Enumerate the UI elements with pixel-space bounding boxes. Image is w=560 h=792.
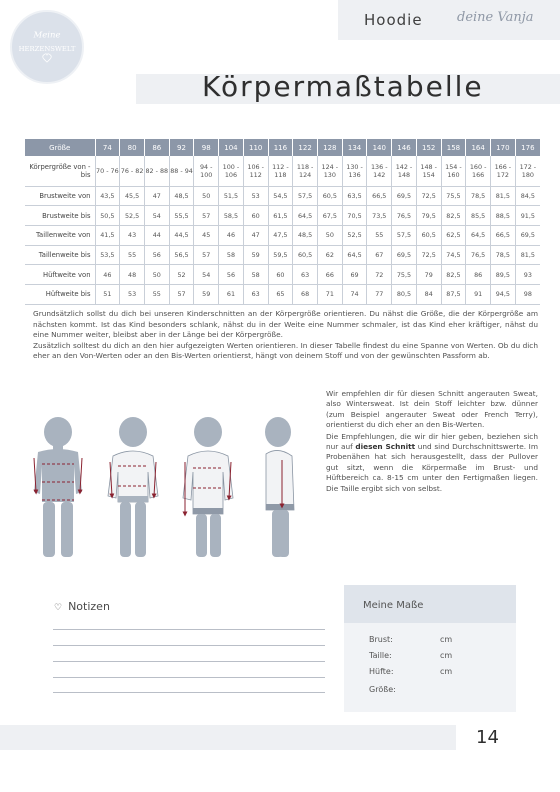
table-cell: 98 bbox=[515, 284, 540, 304]
table-cell: 84,5 bbox=[515, 186, 540, 206]
table-cell: 73,5 bbox=[367, 206, 392, 226]
table-cell: 55 bbox=[120, 245, 145, 265]
table-cell: 45,5 bbox=[120, 186, 145, 206]
row-label: Brustweite bis bbox=[25, 206, 95, 226]
table-cell: 61,5 bbox=[268, 206, 293, 226]
table-cell: 74 bbox=[342, 284, 367, 304]
table-cell: 66 bbox=[317, 265, 342, 285]
figure-front-body bbox=[34, 417, 82, 557]
heart-icon: ♡ bbox=[54, 603, 63, 613]
intro-paragraph-1: Grundsätzlich sollst du dich bei unseren Kinderschnitten an der Körpergröße orientieren. Du nähst die Größe, die der Körpergröße am nächsten kommt. Ist das Kind besonders schlank, nähst du in der Weite eine Nummer schmaler, ist das Kind eher kräftiger, nähst du eine Nummer weiter, bleibst aber in der Länge bei der Körpergröße. bbox=[33, 309, 538, 339]
table-cell: 124 - 130 bbox=[317, 156, 342, 186]
table-cell: 85,5 bbox=[466, 206, 491, 226]
size-column-header: 170 bbox=[491, 139, 516, 156]
table-cell: 56,5 bbox=[169, 245, 194, 265]
table-cell: 82,5 bbox=[441, 206, 466, 226]
side-paragraph-1: Wir empfehlen dir für diesen Schnitt angerauten Sweat, also Wintersweat. Ist dein Stoff leichter bzw. dünner (zum Beispiel angerauter Sweat oder French Terry), orientierst du dich eher an den Bis-Werten. bbox=[326, 389, 538, 430]
figure-back-hoodie bbox=[108, 417, 158, 557]
table-cell: 54 bbox=[144, 206, 169, 226]
logo-text-top: Meine bbox=[33, 30, 61, 41]
table-cell: 59 bbox=[194, 284, 219, 304]
table-cell: 91,5 bbox=[515, 206, 540, 226]
table-cell: 67,5 bbox=[317, 206, 342, 226]
table-cell: 69 bbox=[342, 265, 367, 285]
side-paragraph-2: Die Empfehlungen, die wir dir hier geben, beziehen sich nur auf diesen Schnitt und sind Durchschnittswerte. Im Probenähen hat sich herausgestellt, dass der Pullover gut sitzt, wenn die Körpermaße im Brust- und Hüftbereich ca. 8-15 cm unter den Fertigmaßen liegen. Die Taille ergibt sich von selbst. bbox=[326, 431, 538, 493]
table-cell: 76,5 bbox=[466, 245, 491, 265]
size-column-header: 98 bbox=[194, 139, 219, 156]
table-cell: 57 bbox=[169, 284, 194, 304]
table-cell: 130 - 136 bbox=[342, 156, 367, 186]
table-cell: 79,5 bbox=[416, 206, 441, 226]
table-cell: 48,5 bbox=[169, 186, 194, 206]
table-cell: 54,5 bbox=[268, 186, 293, 206]
table-cell: 80,5 bbox=[392, 284, 417, 304]
table-cell: 100 - 106 bbox=[219, 156, 244, 186]
table-cell: 60 bbox=[243, 206, 268, 226]
table-cell: 94,5 bbox=[491, 284, 516, 304]
measure-label-size: Größe: bbox=[369, 685, 396, 694]
table-cell: 46 bbox=[95, 265, 120, 285]
table-cell: 106 - 112 bbox=[243, 156, 268, 186]
table-row bbox=[25, 206, 540, 226]
row-label: Taillenweite von bbox=[25, 225, 95, 245]
size-column-header: 74 bbox=[95, 139, 120, 156]
table-row bbox=[25, 156, 540, 186]
row-label: Taillenweite bis bbox=[25, 245, 95, 265]
table-cell: 64,5 bbox=[466, 225, 491, 245]
child-figures-illustration bbox=[20, 410, 310, 570]
author-signature: deine Vanja bbox=[457, 10, 534, 25]
table-row bbox=[25, 265, 540, 285]
table-row bbox=[25, 186, 540, 206]
table-cell: 75,5 bbox=[392, 265, 417, 285]
table-cell: 53 bbox=[243, 186, 268, 206]
table-cell: 63 bbox=[243, 284, 268, 304]
table-cell: 55,5 bbox=[169, 206, 194, 226]
measure-unit-waist: cm bbox=[440, 651, 453, 660]
table-cell: 45 bbox=[194, 225, 219, 245]
size-column-header: 176 bbox=[515, 139, 540, 156]
size-column-header: 164 bbox=[466, 139, 491, 156]
table-cell: 48,5 bbox=[293, 225, 318, 245]
table-cell: 53,5 bbox=[95, 245, 120, 265]
table-cell: 69,5 bbox=[392, 245, 417, 265]
table-cell: 60 bbox=[268, 265, 293, 285]
table-cell: 88 - 94 bbox=[169, 156, 194, 186]
table-cell: 84 bbox=[416, 284, 441, 304]
logo-text-main: HERZENSWELT bbox=[18, 44, 76, 53]
logo-graphic bbox=[12, 12, 82, 82]
table-cell: 55 bbox=[367, 225, 392, 245]
page-title: Körpermaßtabelle bbox=[202, 70, 484, 103]
emphasis-this-pattern: diesen Schnitt bbox=[355, 442, 416, 452]
figure-side-hoodie bbox=[265, 417, 294, 557]
pattern-name: Hoodie bbox=[364, 11, 423, 29]
table-cell: 87,5 bbox=[441, 284, 466, 304]
table-cell: 89,5 bbox=[491, 265, 516, 285]
table-cell: 62 bbox=[317, 245, 342, 265]
table-cell: 50,5 bbox=[95, 206, 120, 226]
measure-unit-chest: cm bbox=[440, 635, 453, 644]
table-cell: 52,5 bbox=[342, 225, 367, 245]
table-cell: 58,5 bbox=[219, 206, 244, 226]
table-cell: 81,5 bbox=[491, 186, 516, 206]
note-line[interactable] bbox=[53, 692, 325, 693]
table-cell: 60,5 bbox=[416, 225, 441, 245]
footer-band bbox=[0, 725, 456, 750]
table-cell: 51,5 bbox=[219, 186, 244, 206]
table-cell: 59 bbox=[243, 245, 268, 265]
size-column-header: 158 bbox=[441, 139, 466, 156]
table-cell: 72 bbox=[367, 265, 392, 285]
note-line[interactable] bbox=[53, 677, 325, 678]
table-cell: 60,5 bbox=[293, 245, 318, 265]
intro-paragraph-2: Zusätzlich solltest du dich an den hier aufgezeigten Werten orientieren. In dieser Tabelle findest du eine Spanne von Werten. Ob du dich eher an den Von-Werten oder an den Bis-Werten orientierst, hängt von deinem Stoff und von der gewünschten Passform ab. bbox=[33, 340, 538, 360]
table-cell: 58 bbox=[219, 245, 244, 265]
table-cell: 75,5 bbox=[441, 186, 466, 206]
figure-front-hoodie bbox=[183, 417, 233, 557]
table-cell: 76,5 bbox=[392, 206, 417, 226]
table-cell: 70,5 bbox=[342, 206, 367, 226]
table-cell: 74,5 bbox=[441, 245, 466, 265]
table-cell: 172 - 180 bbox=[515, 156, 540, 186]
measure-label-hip: Hüfte: bbox=[369, 667, 394, 676]
table-cell: 62,5 bbox=[441, 225, 466, 245]
table-cell: 53 bbox=[120, 284, 145, 304]
table-cell: 72,5 bbox=[416, 245, 441, 265]
table-cell: 86 bbox=[466, 265, 491, 285]
table-cell: 47,5 bbox=[268, 225, 293, 245]
measurement-figures bbox=[20, 410, 310, 570]
measure-unit-hip: cm bbox=[440, 667, 453, 676]
table-cell: 154 - 160 bbox=[441, 156, 466, 186]
table-cell: 93 bbox=[515, 265, 540, 285]
table-cell: 50 bbox=[317, 225, 342, 245]
table-cell: 81,5 bbox=[515, 245, 540, 265]
table-cell: 63,5 bbox=[342, 186, 367, 206]
note-line[interactable] bbox=[53, 645, 325, 646]
size-column-header: 134 bbox=[342, 139, 367, 156]
table-cell: 50 bbox=[144, 265, 169, 285]
table-cell: 71 bbox=[317, 284, 342, 304]
row-label: Brustweite von bbox=[25, 186, 95, 206]
table-cell: 72,5 bbox=[416, 186, 441, 206]
measure-label-chest: Brust: bbox=[369, 635, 393, 644]
table-cell: 77 bbox=[367, 284, 392, 304]
table-cell: 43 bbox=[120, 225, 145, 245]
table-cell: 57 bbox=[194, 206, 219, 226]
size-column-header: 104 bbox=[219, 139, 244, 156]
measure-label-waist: Taille: bbox=[369, 651, 392, 660]
table-cell: 79 bbox=[416, 265, 441, 285]
size-column-header: 110 bbox=[243, 139, 268, 156]
table-cell: 60,5 bbox=[317, 186, 342, 206]
table-cell: 70 - 76 bbox=[95, 156, 120, 186]
table-row bbox=[25, 284, 540, 304]
table-cell: 64,5 bbox=[293, 206, 318, 226]
table-cell: 142 - 148 bbox=[392, 156, 417, 186]
table-cell: 69,5 bbox=[515, 225, 540, 245]
size-column-header: 140 bbox=[367, 139, 392, 156]
page-number: 14 bbox=[476, 727, 499, 748]
table-cell: 51 bbox=[95, 284, 120, 304]
table-cell: 67 bbox=[367, 245, 392, 265]
table-cell: 55 bbox=[144, 284, 169, 304]
table-cell: 76 - 82 bbox=[120, 156, 145, 186]
table-cell: 166 - 172 bbox=[491, 156, 516, 186]
table-cell: 57,5 bbox=[293, 186, 318, 206]
table-cell: 50 bbox=[194, 186, 219, 206]
my-measures-box bbox=[344, 585, 516, 712]
table-body bbox=[25, 156, 540, 304]
notes-heading bbox=[54, 600, 110, 613]
notes-heading-label: Notizen bbox=[68, 600, 110, 613]
table-cell: 54 bbox=[194, 265, 219, 285]
intro-text bbox=[33, 309, 538, 362]
table-cell: 118 - 124 bbox=[293, 156, 318, 186]
size-table bbox=[25, 139, 540, 305]
table-header-row bbox=[25, 139, 540, 156]
size-column-header: 122 bbox=[293, 139, 318, 156]
table-cell: 57 bbox=[194, 245, 219, 265]
table-cell: 82 - 88 bbox=[144, 156, 169, 186]
table-cell: 63 bbox=[293, 265, 318, 285]
table-cell: 82,5 bbox=[441, 265, 466, 285]
table-cell: 91 bbox=[466, 284, 491, 304]
table-cell: 41,5 bbox=[95, 225, 120, 245]
table-cell: 78,5 bbox=[491, 245, 516, 265]
table-cell: 112 - 118 bbox=[268, 156, 293, 186]
table-cell: 57,5 bbox=[392, 225, 417, 245]
table-cell: 160 - 166 bbox=[466, 156, 491, 186]
table-cell: 56 bbox=[219, 265, 244, 285]
table-cell: 64,5 bbox=[342, 245, 367, 265]
table-row bbox=[25, 225, 540, 245]
size-column-header: 152 bbox=[416, 139, 441, 156]
table-corner-label: Größe bbox=[25, 139, 95, 156]
table-cell: 44 bbox=[144, 225, 169, 245]
table-cell: 58 bbox=[243, 265, 268, 285]
table-cell: 68 bbox=[293, 284, 318, 304]
table-cell: 52,5 bbox=[120, 206, 145, 226]
my-measures-title: Meine Maße bbox=[344, 585, 516, 623]
table-cell: 65 bbox=[268, 284, 293, 304]
table-cell: 46 bbox=[219, 225, 244, 245]
note-line[interactable] bbox=[53, 661, 325, 662]
table-cell: 69,5 bbox=[392, 186, 417, 206]
table-cell: 47 bbox=[144, 186, 169, 206]
size-column-header: 80 bbox=[120, 139, 145, 156]
table-row bbox=[25, 245, 540, 265]
table-cell: 52 bbox=[169, 265, 194, 285]
size-column-header: 116 bbox=[268, 139, 293, 156]
table-cell: 56 bbox=[144, 245, 169, 265]
row-label: Körpergröße von - bis bbox=[25, 156, 95, 186]
size-column-header: 146 bbox=[392, 139, 417, 156]
table-cell: 48 bbox=[120, 265, 145, 285]
size-column-header: 86 bbox=[144, 139, 169, 156]
table-cell: 94 - 100 bbox=[194, 156, 219, 186]
row-label: Hüftweite bis bbox=[25, 284, 95, 304]
note-line[interactable] bbox=[53, 629, 325, 630]
row-label: Hüftweite von bbox=[25, 265, 95, 285]
table-cell: 136 - 142 bbox=[367, 156, 392, 186]
size-column-header: 92 bbox=[169, 139, 194, 156]
fabric-recommendation bbox=[326, 389, 538, 495]
table-cell: 47 bbox=[243, 225, 268, 245]
table-cell: 66,5 bbox=[367, 186, 392, 206]
table-cell: 43,5 bbox=[95, 186, 120, 206]
table-cell: 61 bbox=[219, 284, 244, 304]
table-cell: 88,5 bbox=[491, 206, 516, 226]
size-column-header: 128 bbox=[317, 139, 342, 156]
table-cell: 59,5 bbox=[268, 245, 293, 265]
table-cell: 78,5 bbox=[466, 186, 491, 206]
table-cell: 44,5 bbox=[169, 225, 194, 245]
table-cell: 148 - 154 bbox=[416, 156, 441, 186]
brand-logo bbox=[10, 10, 84, 84]
table-cell: 66,5 bbox=[491, 225, 516, 245]
